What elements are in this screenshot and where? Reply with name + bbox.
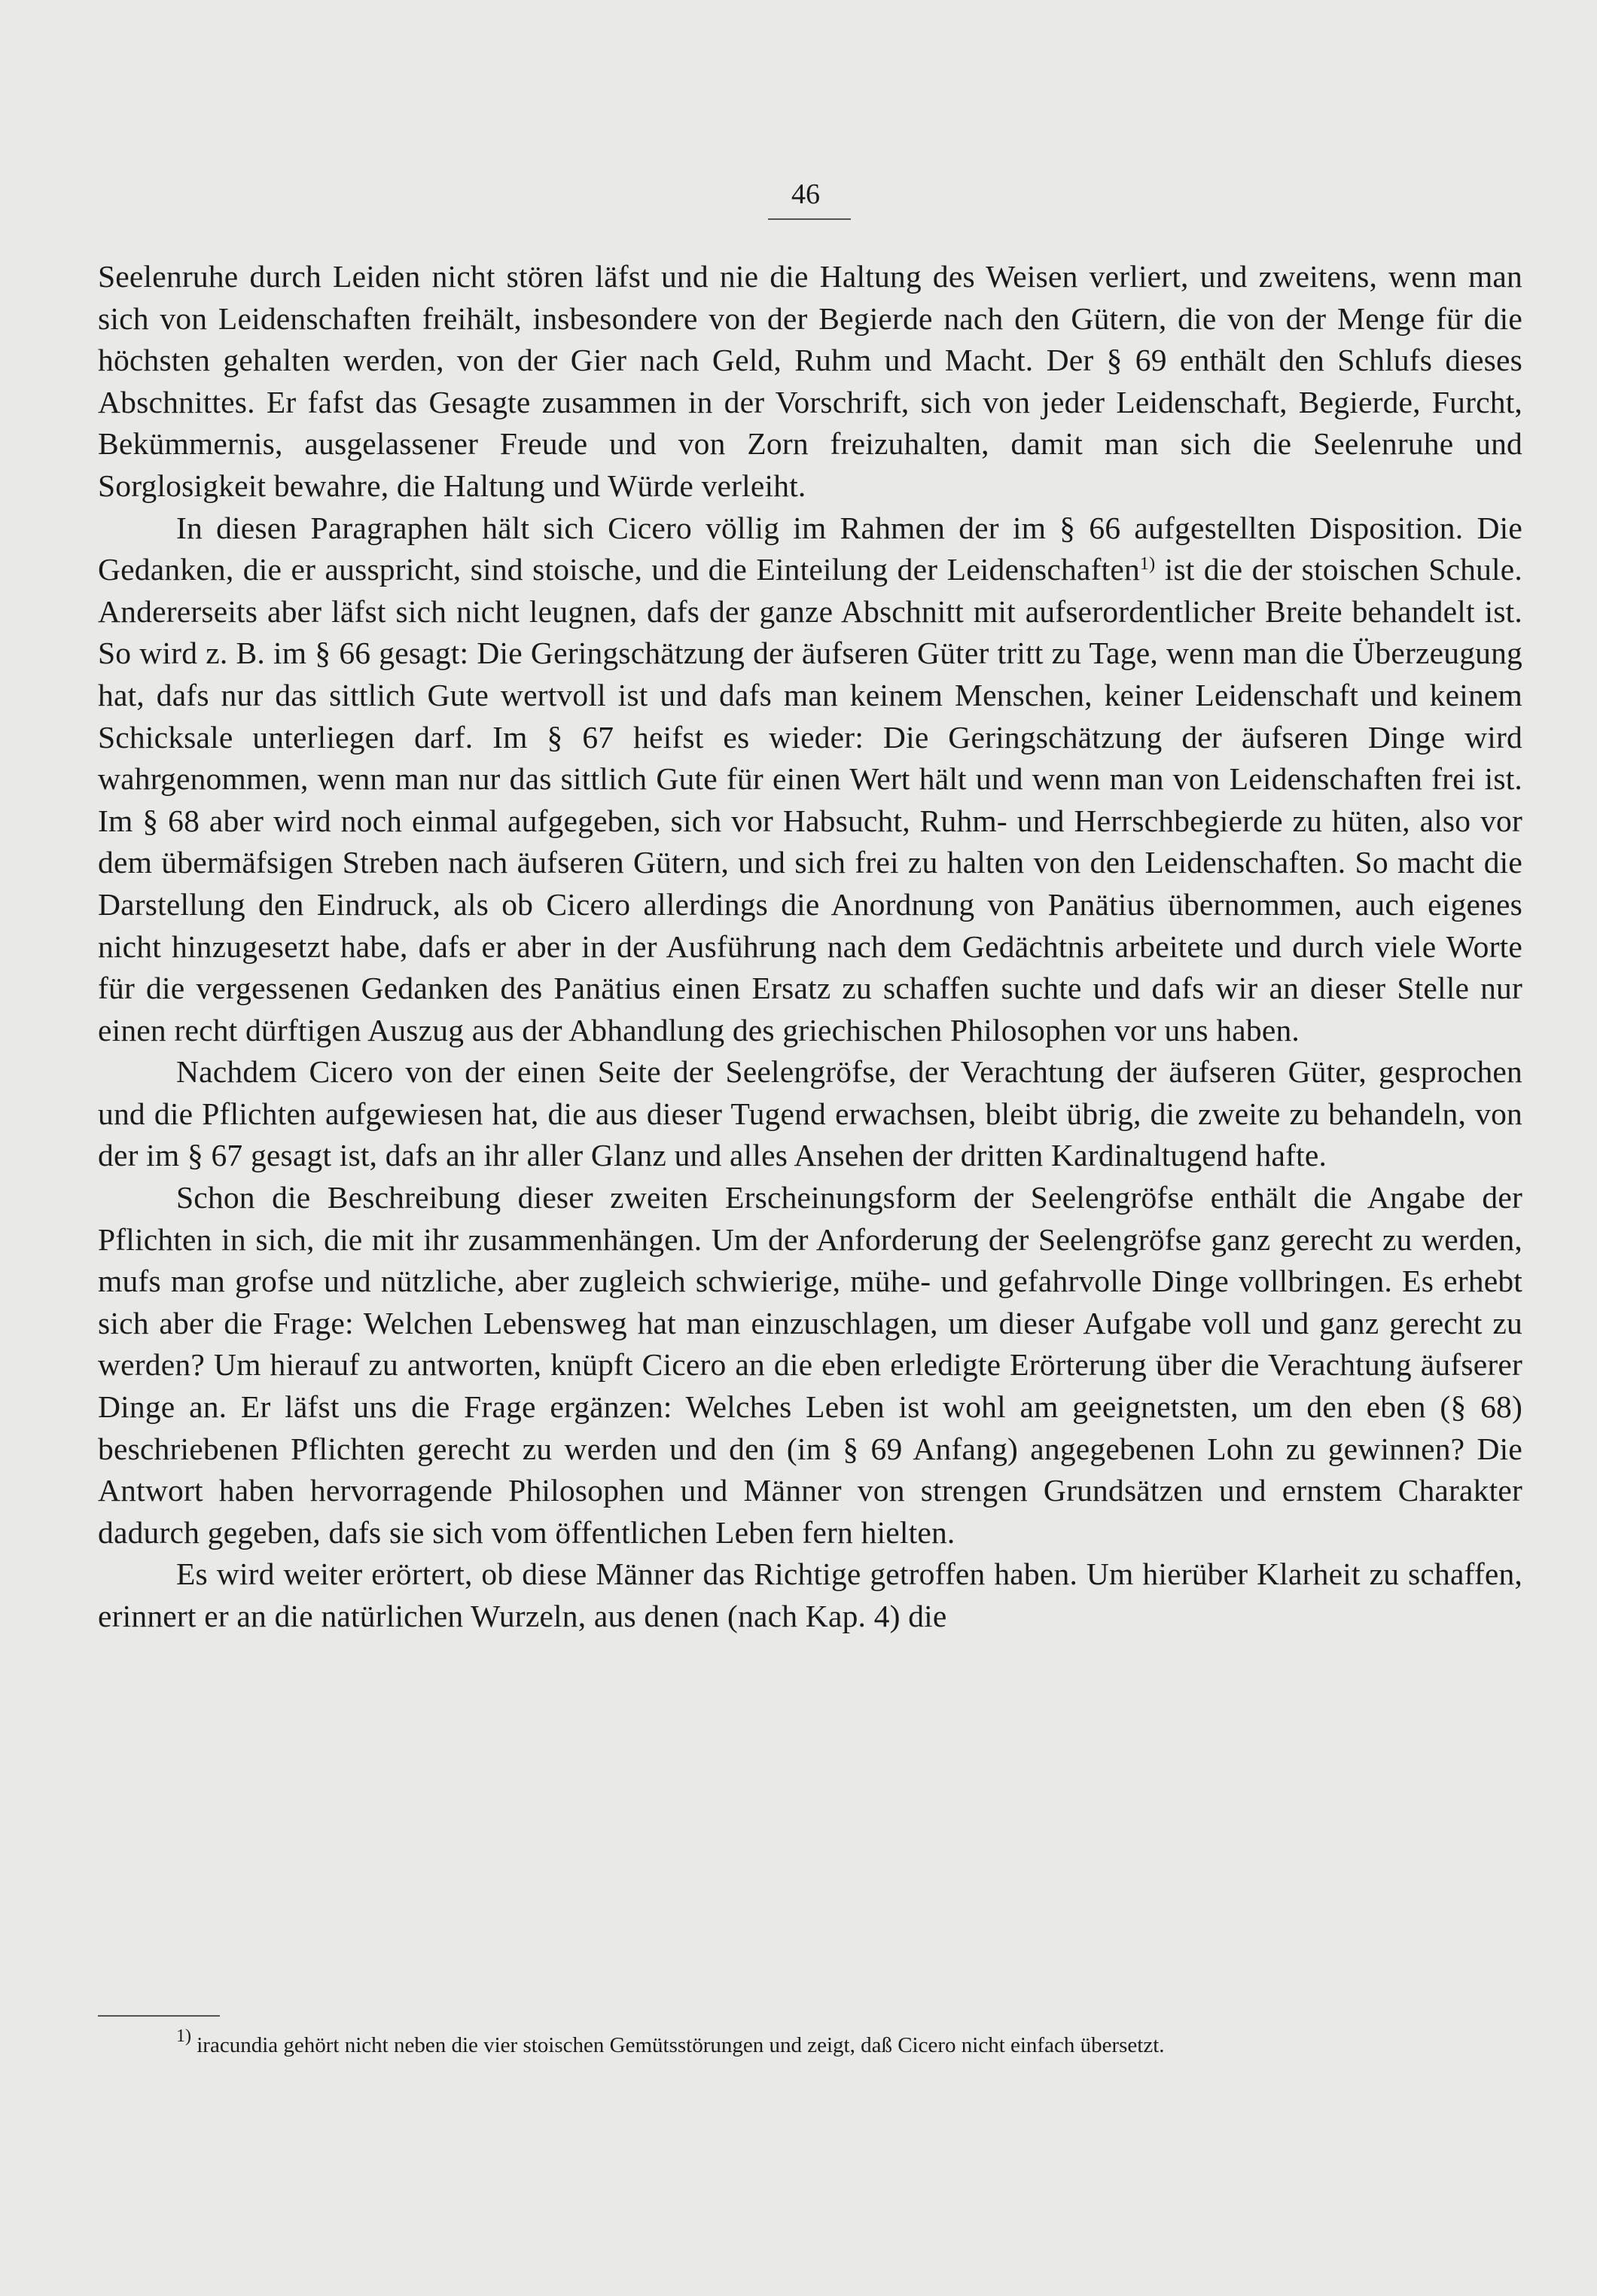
footnote-text: iracundia gehört nicht neben die vier stoischen Gemütsstörungen und zeigt, daß Cicero nicht einfach übersetzt. — [191, 2033, 1165, 2057]
paragraph-3: Nachdem Cicero von der einen Seite der Seelengröfse, der Verachtung der äufseren Güter, gesprochen und die Pflichten aufgewiesen hat, die aus dieser Tugend erwachsen, bleibt übrig, die zweite zu behandeln, von der im § 67 gesagt ist, dafs an ihr aller Glanz und alles Ansehen der dritten Kardinaltugend hafte. — [98, 1054, 1522, 1173]
footnote-rule — [98, 2015, 220, 2017]
page-number-rule — [768, 218, 851, 220]
paragraph-2-text-b: ist die der stoischen Schule. Andererseits aber läfst sich nicht leugnen, dafs der ganze Abschnitt mit aufserordentlicher Breite behandelt ist. So wird z. B. im § 66 gesagt: Die Geringschätzung der äufseren Güter tritt zu Tage, wenn man die Überzeugung hat, dafs nur das sittlich Gute wertvoll ist und dafs man keinem Menschen, keiner Leidenschaft und keinem Schicksale unterliegen darf. Im § 67 heifst es wieder: Die Geringschätzung der äufseren Dinge wird wahrgenommen, wenn man nur das sittlich Gute für einen Wert hält und wenn man von Leidenschaften frei ist. Im § 68 aber wird noch einmal aufgegeben, sich vor Habsucht, Ruhm- und Herrschbegierde zu hüten, also vor dem übermäfsigen Streben nach äufseren Gütern, und sich frei zu halten von den Leidenschaften. So macht die Darstellung den Eindruck, als ob Cicero allerdings die Anordnung von Panätius übernommen, auch eigenes nicht hinzugesetzt habe, dafs er aber in der Ausführung nach dem Gedächtnis arbeitete und durch viele Worte für die vergessenen Gedanken des Panätius einen Ersatz zu schaffen suchte und dafs wir an dieser Stelle nur einen recht dürftigen Auszug aus der Abhandlung des griechischen Philosophen vor uns haben. — [98, 552, 1522, 1047]
paragraph-4: Schon die Beschreibung dieser zweiten Erscheinungsform der Seelengröfse enthält die Angabe der Pflichten in sich, die mit ihr zusammenhängen. Um der Anforderung der Seelengröfse ganz gerecht zu werden, mufs man grofse und nützliche, aber zugleich schwierige, mühe- und gefahrvolle Dinge vollbringen. Es erhebt sich aber die Frage: Welchen Lebensweg hat man einzuschlagen, um dieser Aufgabe voll und ganz gerecht zu werden? Um hierauf zu antworten, knüpft Cicero an die eben erledigte Erörterung über die Verachtung äufserer Dinge an. Er läfst uns die Frage ergänzen: Welches Leben ist wohl am geeignetsten, um den eben (§ 68) beschriebenen Pflichten gerecht zu werden und den (im § 69 Anfang) angegebenen Lohn zu gewinnen? Die Antwort haben hervorragende Philosophen und Männer von strengen Grundsätzen und ernstem Charakter dadurch gegeben, dafs sie sich vom öffentlichen Leben fern hielten. — [98, 1180, 1522, 1550]
paragraph-1: Seelenruhe durch Leiden nicht stören läfst und nie die Haltung des Weisen verliert, und zweitens, wenn man sich von Leidenschaften freihält, insbesondere von der Begierde nach den Gütern, die von der Menge für die höchsten gehalten werden, von der Gier nach Geld, Ruhm und Macht. Der § 69 enthält den Schlufs dieses Abschnittes. Er fafst das Gesagte zusammen in der Vorschrift, sich von jeder Leidenschaft, Begierde, Furcht, Bekümmernis, ausgelassener Freude und von Zorn freizuhalten, damit man sich die Seelenruhe und Sorglosigkeit bewahre, die Haltung und Würde verleiht. — [98, 259, 1522, 503]
body-text — [98, 256, 1522, 1638]
paragraph-2-text-a: In diesen Paragraphen hält sich Cicero völlig im Rahmen der im § 66 aufgestellten Disposition. Die Gedanken, die er ausspricht, sind stoische, und die Einteilung der Leidenschaften — [98, 510, 1522, 587]
paragraph-2 — [98, 508, 1522, 1052]
footnote — [98, 2026, 1522, 2062]
footnote-marker: 1) — [176, 2026, 191, 2046]
page-number: 46 — [791, 178, 820, 210]
footnote-reference: 1) — [1139, 554, 1156, 575]
paragraph-5: Es wird weiter erörtert, ob diese Männer das Richtige getroffen haben. Um hierüber Klarheit zu schaffen, erinnert er an die natürlichen Wurzeln, aus denen (nach Kap. 4) die — [98, 1557, 1522, 1633]
